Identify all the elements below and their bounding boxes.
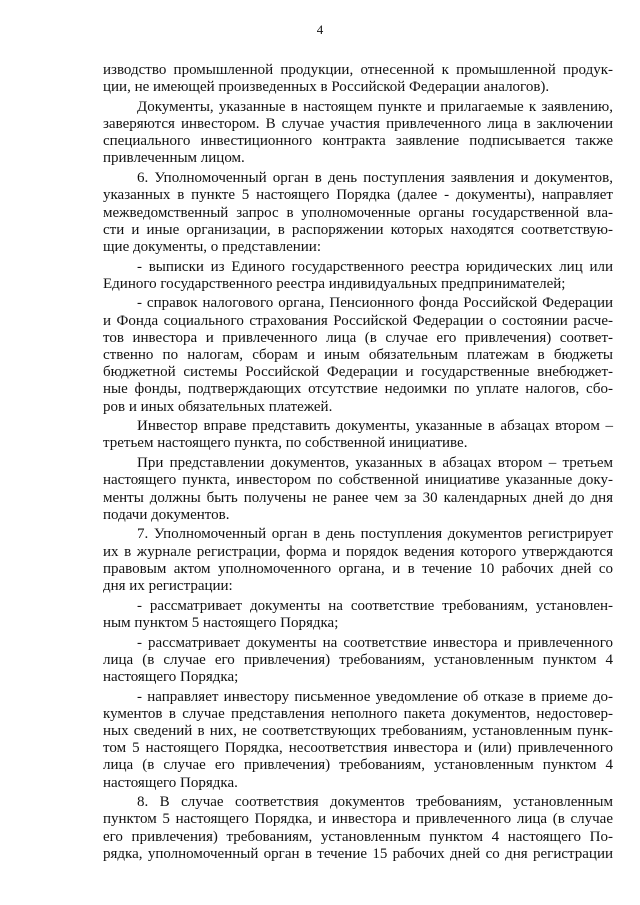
text-line: менты должны быть получены не ранее чем за 30 календарных дней до дня [103, 489, 613, 506]
text-line: правовым актом уполномоченного органа, и в течение 10 рабочих дней со [103, 560, 613, 577]
text-line: и Фонда социального страхования Российской Федерации о состоянии расче- [103, 312, 613, 329]
text-line: ным пунктом 5 настоящего Порядка; [103, 614, 339, 631]
text-line: ров и иных обязательных платежей. [103, 398, 333, 415]
text-line: лица (в случае его привлечения) требованиям, установленным пунктом 4 [103, 757, 613, 774]
text-line: Инвестор вправе представить документы, указанные в абзацах втором – [137, 418, 613, 435]
text-line: бюджетной системы Российской Федерации и государственные внебюджет- [103, 364, 613, 381]
text-line: лица (в случае его привлечения) требованиям, установленным пунктом 4 [103, 651, 613, 668]
text-line: настоящего Порядка. [103, 774, 238, 791]
text-line: 8. В случае соответствия документов требованиям, установленным [137, 794, 613, 811]
text-line: - рассматривает документы на соответствие требованиям, установлен- [137, 597, 613, 614]
text-line: 6. Уполномоченный орган в день поступления заявления и документов, [137, 170, 613, 187]
page-number: 4 [316, 22, 324, 37]
document-body [103, 62, 613, 863]
text-line: заверяются инвестором. В случае участия привлеченного лица в заключении [103, 116, 613, 133]
text-line: привлеченным лицом. [103, 150, 245, 167]
text-line: настоящего Порядка; [103, 668, 239, 685]
text-line: изводство промышленной продукции, отнесенной к промышленной продук- [103, 62, 613, 78]
text-line: их в журнале регистрации, форма и порядок ведения которого утверждаются [103, 543, 613, 560]
text-line: тов инвестора и привлеченного лица (в случае его привлечения) соответ- [103, 329, 613, 346]
text-line: Единого государственного реестра индивидуальных предпринимателей; [103, 275, 566, 292]
text-line: специального инвестиционного контракта заявление подписывается также [103, 133, 613, 150]
text-line: ции, не имеющей произведенных в Российской Федерации аналогов). [103, 79, 550, 96]
text-line: его привлечения) требованиям, установленным пунктом 4 настоящего По- [103, 828, 613, 845]
text-line: межведомственный запрос в уполномоченные органы государственной вла- [103, 204, 613, 221]
text-line: том 5 настоящего Порядка, несоответствия инвестора и (или) привлеченного [103, 740, 613, 757]
text-line: сти и иные организации, в распоряжении которых находятся соответствую- [103, 221, 613, 238]
text-line: Документы, указанные в настоящем пункте и прилагаемые к заявлению, [137, 98, 613, 115]
text-line: кументов в случае представления неполного пакета документов, недостовер- [103, 705, 613, 722]
text-line: настоящего пункта, инвестором по собственной инициативе указанные доку- [103, 472, 613, 489]
text-line: ственно по налогам, сборам и иным обязательным платежам в бюджеты [103, 347, 613, 363]
text-line: пунктом 5 настоящего Порядка, и инвестора и привлеченного лица (в случае [103, 811, 613, 828]
text-line: ные фонды, подтверждающих отсутствие недоимки по уплате налогов, сбо- [103, 381, 613, 398]
text-line: - направляет инвестору письменное уведомление об отказе в приеме до- [137, 688, 613, 705]
text-line: - выписки из Единого государственного реестра юридических лиц или [137, 258, 613, 275]
text-line: При представлении документов, указанных в абзацах втором – третьем [137, 455, 613, 472]
text-line: - рассматривает документы на соответствие инвестора и привлеченного [137, 634, 613, 651]
text-line: подачи документов. [103, 506, 230, 523]
text-line: ных сведений в них, не соответствующих требованиям, установленным пунк- [103, 722, 613, 739]
text-line: третьем настоящего пункта, по собственной инициативе. [103, 435, 468, 452]
text-line: дня их регистрации: [103, 577, 233, 594]
text-line: 7. Уполномоченный орган в день поступления документов регистрирует [137, 526, 613, 543]
text-line: - справок налогового органа, Пенсионного фонда Российской Федерации [137, 295, 613, 312]
text-line: щие документы, о представлении: [103, 238, 322, 255]
text-line: рядка, уполномоченный орган в течение 15 рабочих дней со дня регистрации [103, 845, 613, 862]
text-line: указанных в пункте 5 настоящего Порядка (далее - документы), направляет [103, 187, 613, 204]
